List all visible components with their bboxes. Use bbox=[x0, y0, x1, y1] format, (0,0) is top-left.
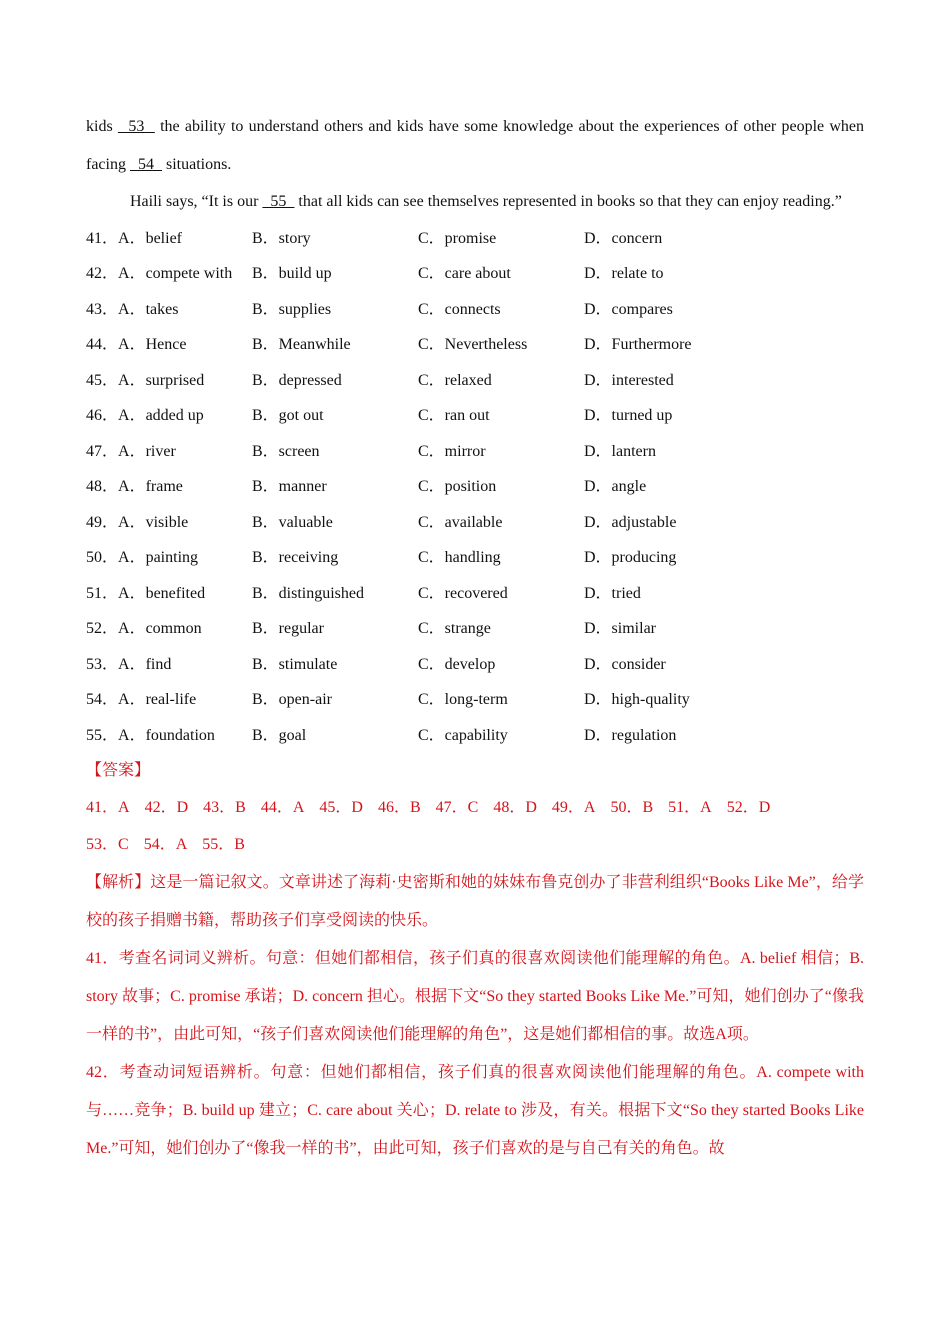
option-d bbox=[584, 256, 664, 292]
question-row bbox=[86, 434, 864, 470]
option-b bbox=[252, 327, 351, 363]
option-b-text: B．distinguished bbox=[252, 584, 365, 602]
answer-item: 53．C bbox=[86, 836, 129, 853]
option-b bbox=[252, 611, 324, 647]
passage-paragraph-1 bbox=[86, 108, 864, 183]
option-a bbox=[86, 292, 178, 328]
option-c bbox=[418, 434, 486, 470]
option-b-text: B．goal bbox=[252, 726, 307, 744]
option-b-text: B．manner bbox=[252, 478, 327, 495]
answer-item: 46．B bbox=[377, 798, 421, 816]
option-d-text: D．angle bbox=[584, 478, 647, 495]
option-a bbox=[86, 718, 215, 754]
answer-item: 50．B bbox=[610, 798, 654, 816]
option-a bbox=[86, 363, 204, 399]
question-row bbox=[86, 576, 864, 612]
option-d bbox=[584, 469, 646, 505]
option-d-text: D．Furthermore bbox=[584, 336, 692, 353]
option-d-text: D．producing bbox=[584, 549, 677, 566]
question-row bbox=[86, 256, 864, 292]
option-c-text: C．mirror bbox=[418, 442, 486, 460]
option-c bbox=[418, 647, 495, 683]
answer-line-1 bbox=[86, 789, 864, 827]
option-d bbox=[584, 221, 662, 257]
question-row bbox=[86, 292, 864, 328]
question-row bbox=[86, 327, 864, 363]
option-a bbox=[86, 682, 196, 718]
option-a bbox=[86, 398, 204, 434]
option-a bbox=[86, 647, 171, 683]
analysis-paragraph bbox=[86, 864, 864, 940]
option-b bbox=[252, 434, 320, 470]
option-b-text: B．stimulate bbox=[252, 655, 338, 673]
option-d bbox=[584, 611, 656, 647]
question-row bbox=[86, 221, 864, 257]
question-row bbox=[86, 540, 864, 576]
option-a-text: A．find bbox=[118, 655, 172, 673]
option-d bbox=[584, 434, 656, 470]
option-c-text: C．relaxed bbox=[418, 371, 492, 389]
option-d-text: D．interested bbox=[584, 371, 674, 389]
option-c bbox=[418, 292, 501, 328]
blank-54: 54 bbox=[129, 155, 162, 173]
question-number: 54． bbox=[86, 691, 119, 708]
option-b bbox=[252, 363, 342, 399]
explanation-41: 41．考查名词词义辨析。句意：但她们都相信，孩子们真的很喜欢阅读他们能理解的角色。A. belief 相信；B. story 故事；C. promise 承诺；D. concern 担心。根据下文“So they started Books Like Me.”可知，她们创办了“像我一样的书”，由此可知，“孩子们喜欢阅读他们能理解的角色”，这是她们都相信的事。故选A项。 bbox=[86, 949, 864, 1043]
option-d bbox=[584, 505, 676, 541]
option-d-text: D．regulation bbox=[584, 726, 677, 744]
option-a-text: A．painting bbox=[118, 549, 199, 566]
option-a-text: A．real-life bbox=[118, 691, 197, 708]
option-c-text: C．handling bbox=[418, 549, 501, 566]
passage-text: kids bbox=[86, 118, 113, 135]
answer-item: 51．A bbox=[668, 798, 712, 816]
question-number: 51． bbox=[86, 584, 119, 602]
option-c bbox=[418, 540, 501, 576]
answer-item: 41．A bbox=[86, 798, 130, 816]
question-number: 47． bbox=[86, 442, 119, 460]
question-number: 52． bbox=[86, 620, 119, 637]
document-page bbox=[86, 108, 864, 1168]
answer-item: 54．A bbox=[143, 836, 188, 853]
question-number: 53． bbox=[86, 655, 119, 673]
option-b bbox=[252, 682, 332, 718]
question-row bbox=[86, 682, 864, 718]
answer-item: 52．D bbox=[726, 798, 771, 816]
passage-text: Haili says, “It is our bbox=[130, 193, 259, 210]
passage-text: that all kids can see themselves represented in books so that they can enjoy reading.” bbox=[298, 193, 842, 210]
option-c bbox=[418, 398, 490, 434]
option-d-text: D．tried bbox=[584, 584, 641, 602]
option-a-text: A．benefited bbox=[118, 584, 206, 602]
option-a-text: A．compete with bbox=[118, 265, 233, 282]
option-b-text: B．open-air bbox=[252, 691, 332, 708]
option-d-text: D．lantern bbox=[584, 442, 656, 460]
question-list bbox=[86, 221, 864, 754]
option-a-text: A．visible bbox=[118, 513, 189, 531]
option-a-text: A．takes bbox=[118, 300, 179, 318]
option-d bbox=[584, 576, 641, 612]
option-b bbox=[252, 576, 364, 612]
answer-line-2 bbox=[86, 826, 864, 864]
option-a bbox=[86, 469, 183, 505]
question-row bbox=[86, 647, 864, 683]
question-number: 44． bbox=[86, 336, 119, 353]
option-a-text: A．surprised bbox=[118, 371, 205, 389]
answer-heading: 【答案】 bbox=[86, 762, 151, 779]
option-b-text: B．supplies bbox=[252, 300, 332, 318]
option-c bbox=[418, 221, 496, 257]
option-d bbox=[584, 718, 676, 754]
option-c bbox=[418, 505, 502, 541]
question-number: 50． bbox=[86, 549, 119, 566]
option-d-text: D．turned up bbox=[584, 407, 673, 424]
option-c-text: C．connects bbox=[418, 300, 501, 318]
option-b-text: B．depressed bbox=[252, 371, 342, 389]
option-c-text: C．promise bbox=[418, 229, 497, 247]
option-a bbox=[86, 540, 198, 576]
answer-item: 45．D bbox=[319, 798, 363, 816]
blank-55: 55 bbox=[262, 193, 295, 210]
option-a-text: A．foundation bbox=[118, 726, 215, 744]
option-b bbox=[252, 647, 337, 683]
passage-paragraph-2 bbox=[86, 183, 864, 221]
passage-text: the ability to understand others and kids have some knowledge about the experiences of other people when facing bbox=[86, 118, 865, 173]
option-d-text: D．compares bbox=[584, 300, 673, 318]
option-d bbox=[584, 540, 676, 576]
question-row bbox=[86, 718, 864, 754]
option-c-text: C．strange bbox=[418, 620, 491, 637]
option-c bbox=[418, 718, 508, 754]
option-a bbox=[86, 221, 182, 257]
option-b-text: B．got out bbox=[252, 407, 324, 424]
option-d bbox=[584, 398, 672, 434]
passage-text: situations. bbox=[165, 155, 232, 173]
option-c-text: C．available bbox=[418, 513, 503, 531]
option-c-text: C．ran out bbox=[418, 407, 490, 424]
option-d-text: D．high-quality bbox=[584, 691, 690, 708]
option-d-text: D．similar bbox=[584, 620, 656, 637]
question-row bbox=[86, 363, 864, 399]
option-d-text: D．adjustable bbox=[584, 513, 677, 531]
option-b bbox=[252, 718, 306, 754]
option-b-text: B．valuable bbox=[252, 513, 333, 531]
option-c bbox=[418, 327, 527, 363]
option-d bbox=[584, 363, 674, 399]
option-c-text: C．Nevertheless bbox=[418, 336, 528, 353]
option-a-text: A．belief bbox=[118, 229, 182, 247]
option-c bbox=[418, 682, 508, 718]
option-b bbox=[252, 398, 324, 434]
option-c bbox=[418, 256, 511, 292]
option-d-text: D．relate to bbox=[584, 265, 664, 282]
answer-item: 42．D bbox=[144, 798, 189, 816]
option-c bbox=[418, 611, 491, 647]
option-d-text: D．consider bbox=[584, 655, 666, 673]
option-c-text: C．recovered bbox=[418, 584, 508, 602]
option-d bbox=[584, 327, 692, 363]
option-a-text: A．river bbox=[118, 442, 176, 460]
analysis-text: 这是一篇记叙文。文章讲述了海莉·史密斯和她的妹妹布鲁克创办了非营利组织“Books Like Me”，给学校的孩子捐赠书籍，帮助孩子们享受阅读的快乐。 bbox=[86, 873, 864, 929]
question-row bbox=[86, 398, 864, 434]
option-b-text: B．receiving bbox=[252, 549, 339, 566]
option-b bbox=[252, 221, 311, 257]
question-number: 48． bbox=[86, 478, 119, 495]
question-number: 43． bbox=[86, 300, 119, 318]
blank-53: 53 bbox=[117, 118, 155, 135]
option-c-text: C．position bbox=[418, 478, 497, 495]
question-number: 45． bbox=[86, 371, 119, 389]
option-a bbox=[86, 256, 232, 292]
option-a bbox=[86, 611, 202, 647]
answer-item: 49．A bbox=[551, 798, 596, 816]
option-d bbox=[584, 682, 690, 718]
option-d-text: D．concern bbox=[584, 229, 663, 247]
option-c-text: C．capability bbox=[418, 726, 508, 744]
option-a-text: A．Hence bbox=[118, 336, 187, 353]
question-row bbox=[86, 469, 864, 505]
question-number: 42． bbox=[86, 265, 119, 282]
option-b-text: B．screen bbox=[252, 442, 320, 460]
option-b bbox=[252, 256, 332, 292]
option-c-text: C．long-term bbox=[418, 691, 508, 708]
option-b bbox=[252, 292, 331, 328]
answer-item: 47．C bbox=[435, 798, 479, 816]
option-a bbox=[86, 576, 205, 612]
answer-item: 44．A bbox=[260, 798, 305, 816]
option-b-text: B．Meanwhile bbox=[252, 336, 351, 353]
analysis-label: 【解析】 bbox=[86, 873, 151, 891]
answer-item: 43．B bbox=[203, 798, 246, 816]
option-a-text: A．common bbox=[118, 620, 202, 637]
question-number: 55． bbox=[86, 726, 119, 744]
option-b bbox=[252, 469, 327, 505]
option-b bbox=[252, 540, 338, 576]
question-number: 41． bbox=[86, 229, 119, 247]
question-row bbox=[86, 611, 864, 647]
option-d bbox=[584, 647, 666, 683]
option-a bbox=[86, 434, 176, 470]
question-number: 46． bbox=[86, 407, 119, 424]
option-c bbox=[418, 576, 508, 612]
explanation-42: 42．考查动词短语辨析。句意：但她们都相信，孩子们真的很喜欢阅读他们能理解的角色。A. compete with 与……竞争；B. build up 建立；C. care about 关心；D. relate to 涉及，有关。根据下文“So they started Books Like Me.”可知，她们创办了“像我一样的书”，由此可知，孩子们喜欢的是与自己有关的角色。故 bbox=[86, 1063, 864, 1157]
question-number: 49． bbox=[86, 513, 119, 531]
option-c bbox=[418, 469, 496, 505]
option-c bbox=[418, 363, 492, 399]
option-b-text: B．story bbox=[252, 229, 311, 247]
option-b-text: B．regular bbox=[252, 620, 324, 637]
option-a-text: A．frame bbox=[118, 478, 183, 495]
question-row bbox=[86, 505, 864, 541]
answer-item: 55．B bbox=[202, 836, 245, 853]
option-d bbox=[584, 292, 673, 328]
answer-item: 48．D bbox=[493, 798, 537, 816]
option-a-text: A．added up bbox=[118, 407, 204, 424]
option-c-text: C．care about bbox=[418, 265, 511, 282]
option-a bbox=[86, 505, 188, 541]
option-b-text: B．build up bbox=[252, 265, 332, 282]
option-a bbox=[86, 327, 186, 363]
option-b bbox=[252, 505, 333, 541]
option-c-text: C．develop bbox=[418, 655, 496, 673]
